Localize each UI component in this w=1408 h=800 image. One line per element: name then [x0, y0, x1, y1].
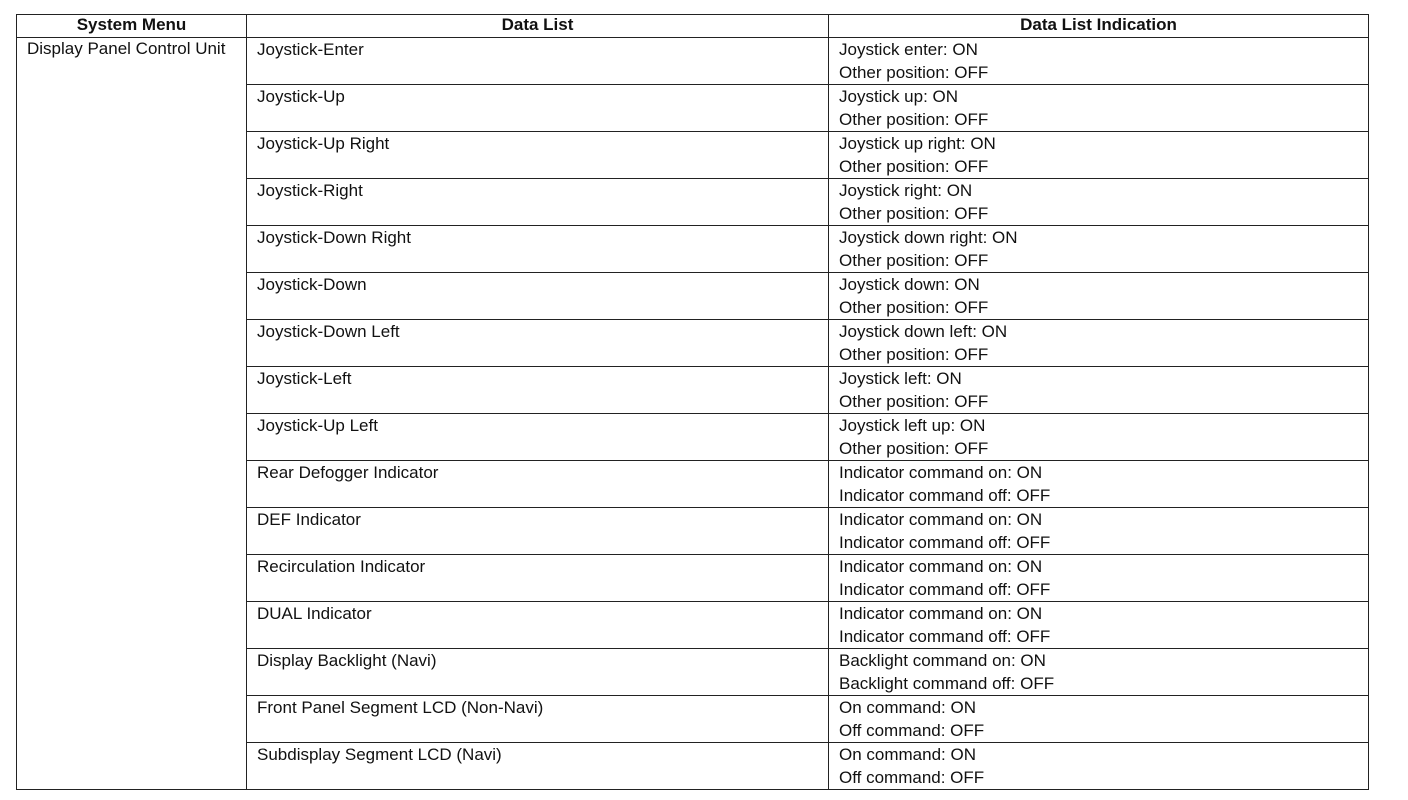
table-body	[17, 38, 1369, 790]
indication-off-text: Other position: OFF	[839, 251, 989, 270]
data-list-indication	[829, 367, 1369, 414]
indication-on-text: Joystick right: ON	[839, 181, 973, 200]
data-list-item: Joystick-Down Left	[247, 320, 829, 367]
data-list-indication	[829, 602, 1369, 649]
data-list-item: Display Backlight (Navi)	[247, 649, 829, 696]
data-list-indication	[829, 273, 1369, 320]
indication-on-text: Joystick down left: ON	[839, 322, 1008, 341]
data-list-item: Joystick-Right	[247, 179, 829, 226]
indication-off-text: Other position: OFF	[839, 439, 989, 458]
data-list-item: Front Panel Segment LCD (Non-Navi)	[247, 696, 829, 743]
system-menu-cell: Display Panel Control Unit	[17, 38, 247, 790]
data-list-indication	[829, 508, 1369, 555]
indication-off-text: Backlight command off: OFF	[839, 674, 1055, 693]
indication-on-text: Joystick left: ON	[839, 369, 962, 388]
indication-on-text: Joystick up: ON	[839, 87, 959, 106]
indication-on-text: Indicator command on: ON	[839, 604, 1043, 623]
indication-on-text: Backlight command on: ON	[839, 651, 1046, 670]
header-data-list: Data List	[247, 15, 829, 38]
indication-on-text: Joystick down right: ON	[839, 228, 1018, 247]
data-list-indication	[829, 649, 1369, 696]
data-list-item: DUAL Indicator	[247, 602, 829, 649]
data-list-item: Joystick-Down Right	[247, 226, 829, 273]
header-data-list-indication: Data List Indication	[829, 15, 1369, 38]
data-list-table	[16, 14, 1369, 790]
data-list-indication	[829, 85, 1369, 132]
indication-on-text: Joystick down: ON	[839, 275, 980, 294]
indication-off-text: Other position: OFF	[839, 110, 989, 129]
indication-off-text: Indicator command off: OFF	[839, 533, 1051, 552]
indication-on-text: On command: ON	[839, 698, 976, 717]
indication-off-text: Off command: OFF	[839, 768, 985, 787]
indication-off-text: Other position: OFF	[839, 392, 989, 411]
data-list-indication	[829, 696, 1369, 743]
indication-off-text: Indicator command off: OFF	[839, 580, 1051, 599]
data-list-item: Subdisplay Segment LCD (Navi)	[247, 743, 829, 790]
indication-on-text: Joystick up right: ON	[839, 134, 996, 153]
data-list-item: Joystick-Up	[247, 85, 829, 132]
table-row	[17, 38, 1369, 85]
indication-on-text: Joystick left up: ON	[839, 416, 986, 435]
data-list-indication	[829, 320, 1369, 367]
indication-off-text: Other position: OFF	[839, 298, 989, 317]
data-list-item: Joystick-Enter	[247, 38, 829, 85]
table-header-row	[17, 15, 1369, 38]
data-list-item: Joystick-Left	[247, 367, 829, 414]
indication-on-text: Joystick enter: ON	[839, 40, 978, 59]
indication-on-text: Indicator command on: ON	[839, 510, 1043, 529]
indication-off-text: Indicator command off: OFF	[839, 627, 1051, 646]
indication-off-text: Off command: OFF	[839, 721, 985, 740]
indication-off-text: Indicator command off: OFF	[839, 486, 1051, 505]
indication-off-text: Other position: OFF	[839, 204, 989, 223]
header-system-menu: System Menu	[17, 15, 247, 38]
data-list-indication	[829, 414, 1369, 461]
data-list-indication	[829, 132, 1369, 179]
data-list-indication	[829, 179, 1369, 226]
indication-off-text: Other position: OFF	[839, 345, 989, 364]
data-list-indication	[829, 461, 1369, 508]
data-list-indication	[829, 226, 1369, 273]
data-list-item: Rear Defogger Indicator	[247, 461, 829, 508]
data-list-indication	[829, 38, 1369, 85]
data-list-indication	[829, 555, 1369, 602]
data-list-item: Joystick-Down	[247, 273, 829, 320]
data-list-item: DEF Indicator	[247, 508, 829, 555]
indication-off-text: Other position: OFF	[839, 157, 989, 176]
data-list-indication	[829, 743, 1369, 790]
indication-on-text: Indicator command on: ON	[839, 463, 1043, 482]
indication-off-text: Other position: OFF	[839, 63, 989, 82]
data-list-item: Joystick-Up Right	[247, 132, 829, 179]
data-list-item: Recirculation Indicator	[247, 555, 829, 602]
indication-on-text: Indicator command on: ON	[839, 557, 1043, 576]
data-list-item: Joystick-Up Left	[247, 414, 829, 461]
indication-on-text: On command: ON	[839, 745, 976, 764]
